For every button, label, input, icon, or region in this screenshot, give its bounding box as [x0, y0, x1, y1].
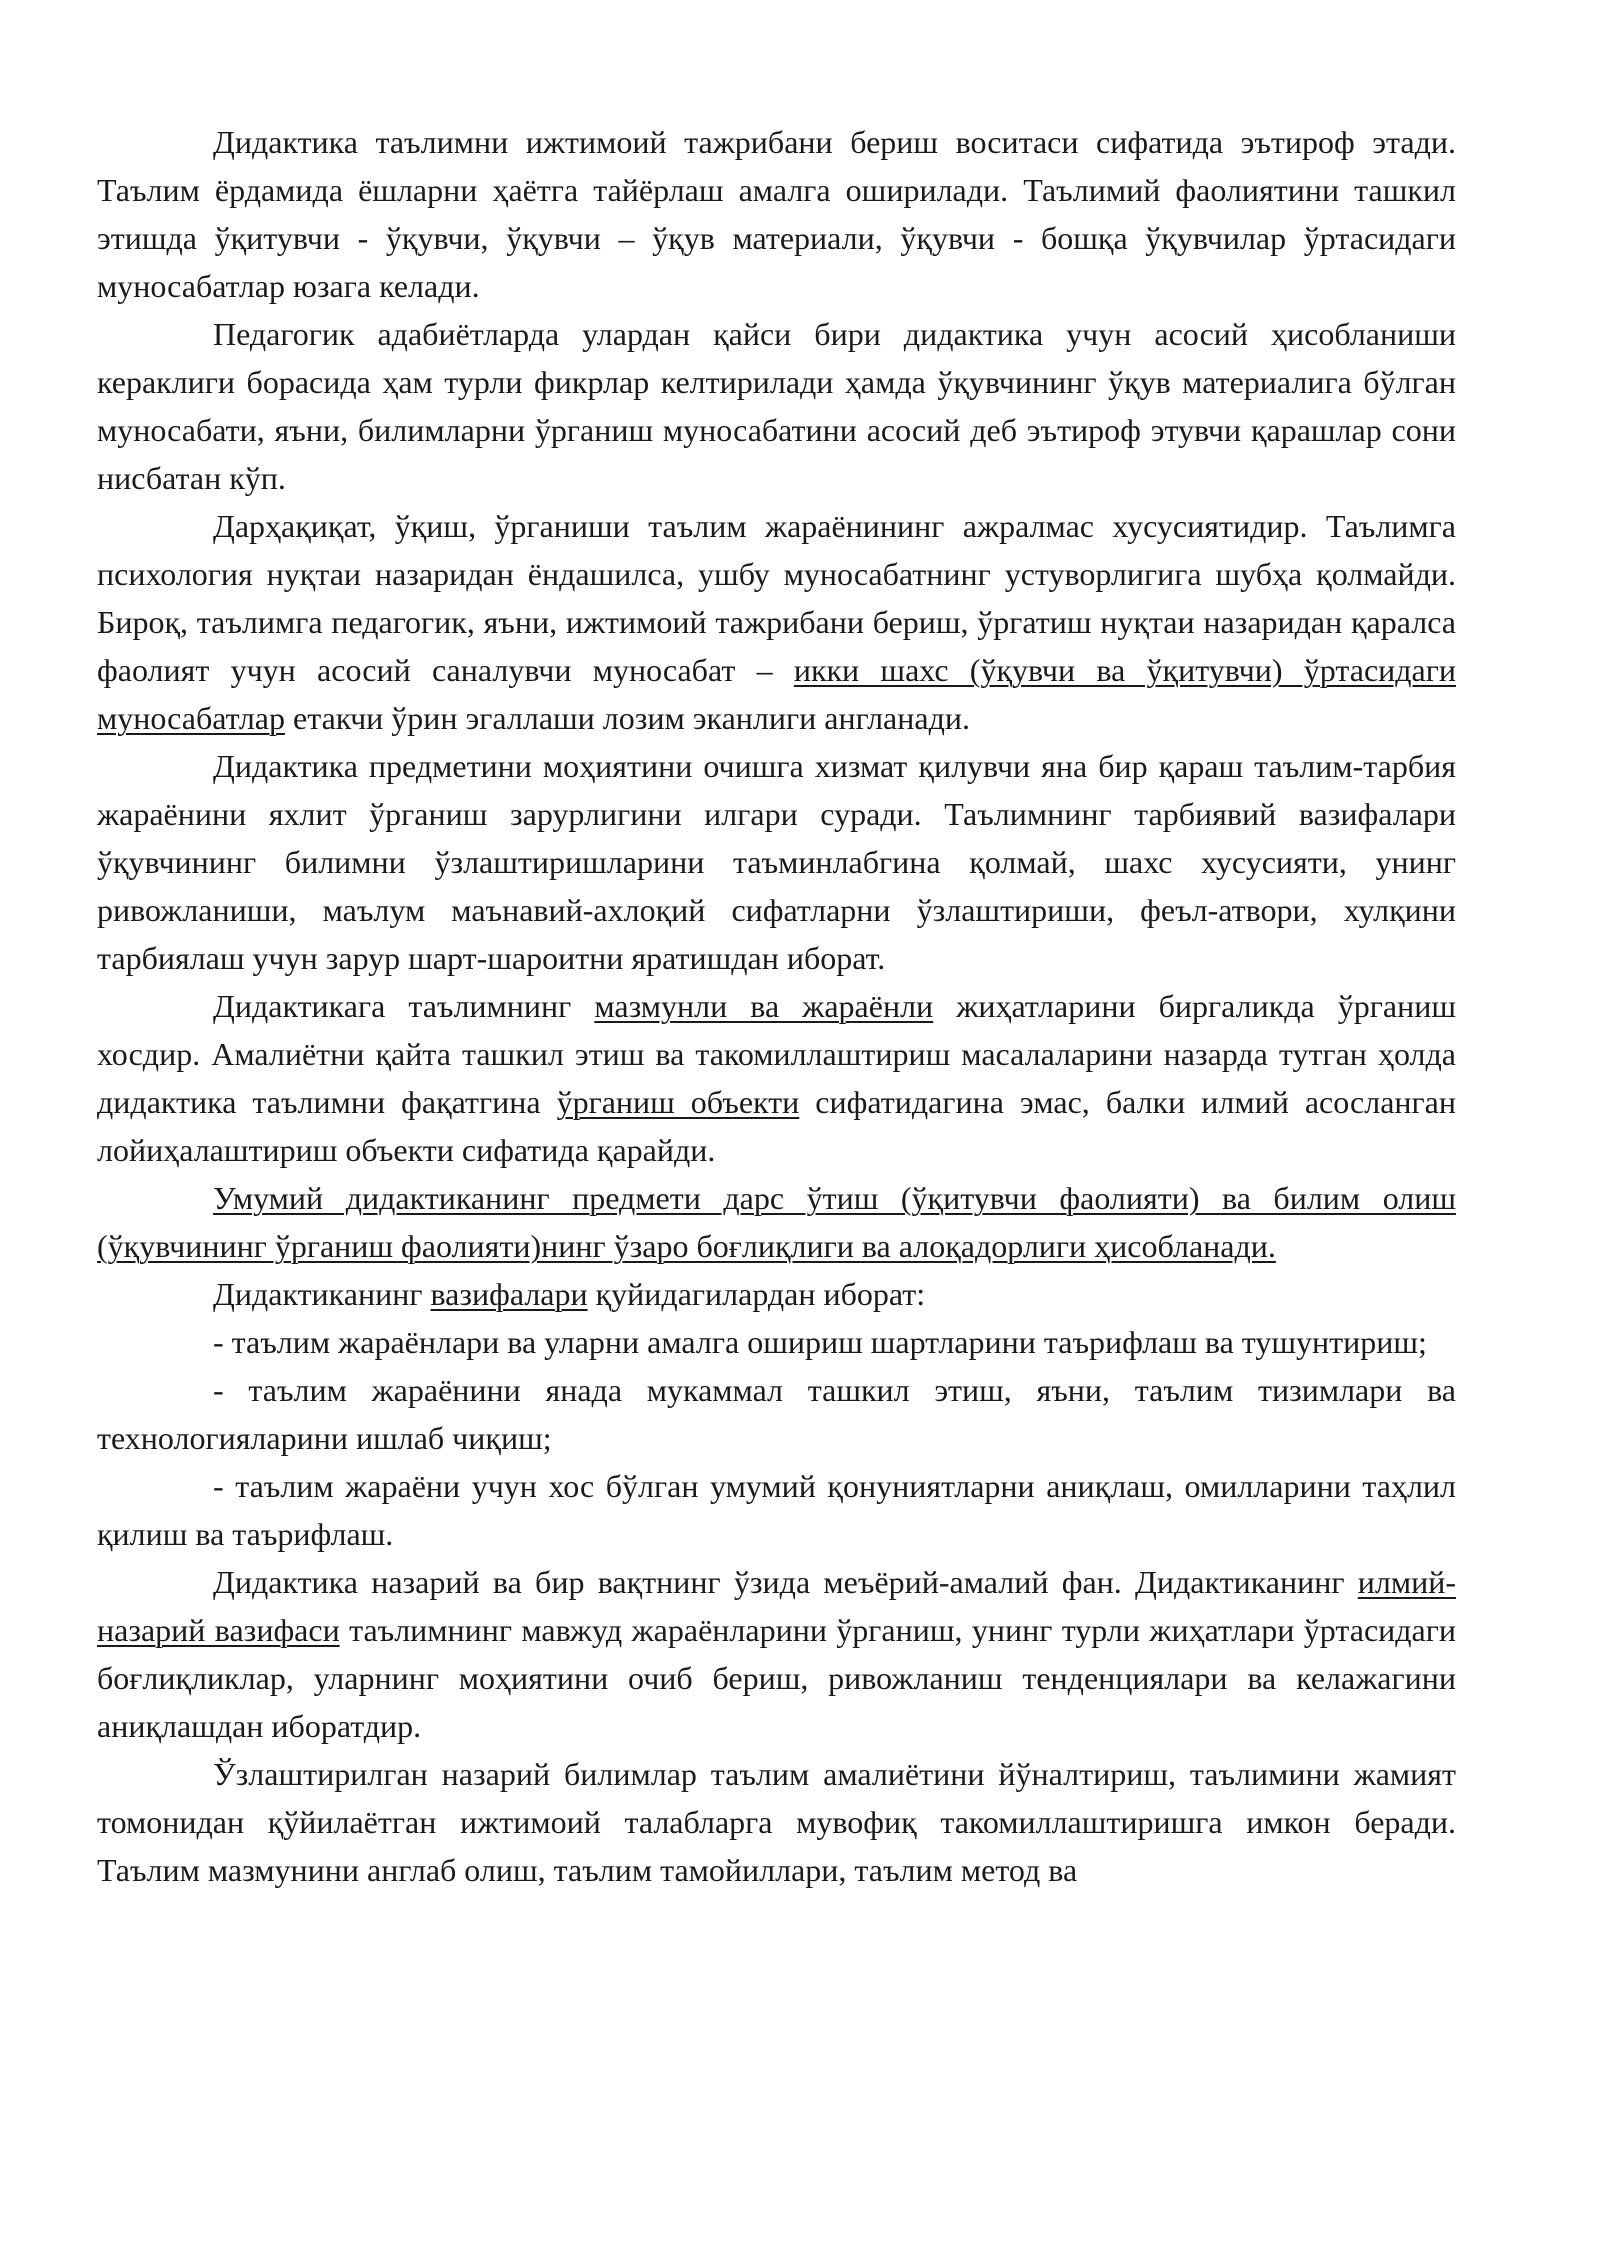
text-run: Дидактикага таълимнинг	[213, 988, 595, 1024]
text-run: Дидактика предметини моҳиятини очишга хизмат қилувчи яна бир қараш таълим-тарбия жараёнини яхлит ўрганиш зарурлигини илгари суради. Таълимнинг тарбиявий вазифалари ўқувчининг билимни ўзлаштиришларини таъминлабгина қолмай, шахс хусусияти, унинг ривожланиши, маълум маънавий-ахлоқий сифатларни ўзлаштириши, феъл-атвори, хулқини тарбиялаш учун зарур шарт-шароитни яратишдан иборат.	[97, 748, 1456, 976]
text-run: Педагогик адабиётларда улардан қайси бири дидактика учун асосий ҳисобланиши кераклиги борасида ҳам турли фикрлар келтирилади ҳамда ўқувчининг ўқув материалига бўлган муносабати, яъни, билимларни ўрганиш муносабатини асосий деб эътироф этувчи қарашлар сони нисбатан кўп.	[97, 316, 1456, 496]
underlined-text-run: Умумий дидактиканинг предмети дарс ўтиш (ўқитувчи фаолияти) ва билим олиш (ўқувчининг ўрганиш фаолияти)нинг ўзаро боғлиқлиги ва алоқадорлиги ҳисобланади.	[97, 1180, 1456, 1264]
text-run: сифатидагина эмас, балки илмий асосланган лойиҳалаштириш объекти сифатида қарайди.	[97, 1084, 1457, 1168]
paragraph-4	[97, 742, 1456, 982]
text-run: қуйидагилардан иборат:	[587, 1276, 926, 1312]
text-run: таълимнинг мавжуд жараёнларини ўрганиш, унинг турли жиҳатлари ўртасидаги боғлиқликлар, уларнинг моҳиятини очиб бериш, ривожланиш тенденциялари ва келажагини аниқлашдан иборатдир.	[97, 1612, 1456, 1744]
list-item-3	[97, 1462, 1456, 1558]
list-item-1	[97, 1318, 1456, 1366]
text-run: Дидактика назарий ва бир вақтнинг ўзида меъёрий-амалий фан. Дидактиканинг	[213, 1564, 1358, 1600]
text-run: Дидактиканинг	[213, 1276, 431, 1312]
list-item-2	[97, 1366, 1456, 1462]
paragraph-8	[97, 1558, 1456, 1750]
underlined-text-run: вазифалари	[430, 1276, 588, 1312]
underlined-text-run: мазмунли ва жараёнли	[594, 988, 934, 1024]
text-run: - таълим жараёнини янада мукаммал ташкил этиш, яъни, таълим тизимлари ва технологияларини ишлаб чиқиш;	[97, 1372, 1456, 1456]
underlined-text-run: ўрганиш объекти	[556, 1084, 800, 1120]
paragraph-9	[97, 1750, 1456, 1894]
paragraph-2	[97, 310, 1456, 502]
text-run: Дидактика таълимни ижтимоий тажрибани бериш воситаси сифатида эътироф этади. Таълим ёрдамида ёшларни ҳаётга тайёрлаш амалга оширилади. Таълимий фаолиятини ташкил этишда ўқитувчи - ўқувчи, ўқувчи – ўқув материали, ўқувчи - бошқа ўқувчилар ўртасидаги муносабатлар юзага келади.	[97, 124, 1456, 304]
paragraph-3	[97, 502, 1456, 742]
paragraph-6	[97, 1174, 1456, 1270]
text-run: Дарҳақиқат, ўқиш, ўрганиши таълим жараёнининг ажралмас хусусиятидир. Таълимга психология нуқтаи назаридан ёндашилса, ушбу муносабатнинг устуворлигига шубҳа қолмайди. Бироқ, таълимга педагогик, яъни, ижтимоий тажрибани бериш, ўргатиш нуқтаи назаридан қаралса фаолият учун асосий саналувчи муносабат –	[97, 508, 1456, 688]
paragraph-5	[97, 982, 1456, 1174]
underlined-text-run: икки шахс (ўқувчи ва ўқитувчи) ўртасидаги муносабатлар	[97, 652, 1457, 736]
document-body	[97, 118, 1456, 1894]
text-run: жиҳатларини биргаликда ўрганиш хосдир. Амалиётни қайта ташкил этиш ва такомиллаштириш масалаларини назарда тутган ҳолда дидактика таълимни фақатгина	[97, 988, 1457, 1120]
text-run: етакчи ўрин эгаллаши лозим эканлиги англанади.	[284, 700, 970, 736]
paragraph-7	[97, 1270, 1456, 1318]
paragraph-1	[97, 118, 1456, 310]
underlined-text-run: илмий-назарий вазифаси	[97, 1564, 1456, 1648]
text-run: - таълим жараёни учун хос бўлган умумий қонуниятларни аниқлаш, омилларини таҳлил қилиш ва таърифлаш.	[97, 1468, 1456, 1552]
text-run: Ўзлаштирилган назарий билимлар таълим амалиётини йўналтириш, таълимини жамият томонидан қўйилаётган ижтимоий талабларга мувофиқ такомиллаштиришга имкон беради. Таълим мазмунини англаб олиш, таълим тамойиллари, таълим метод ва	[97, 1756, 1456, 1888]
text-run: - таълим жараёнлари ва уларни амалга ошириш шартларини таърифлаш ва тушунтириш;	[213, 1324, 1427, 1360]
